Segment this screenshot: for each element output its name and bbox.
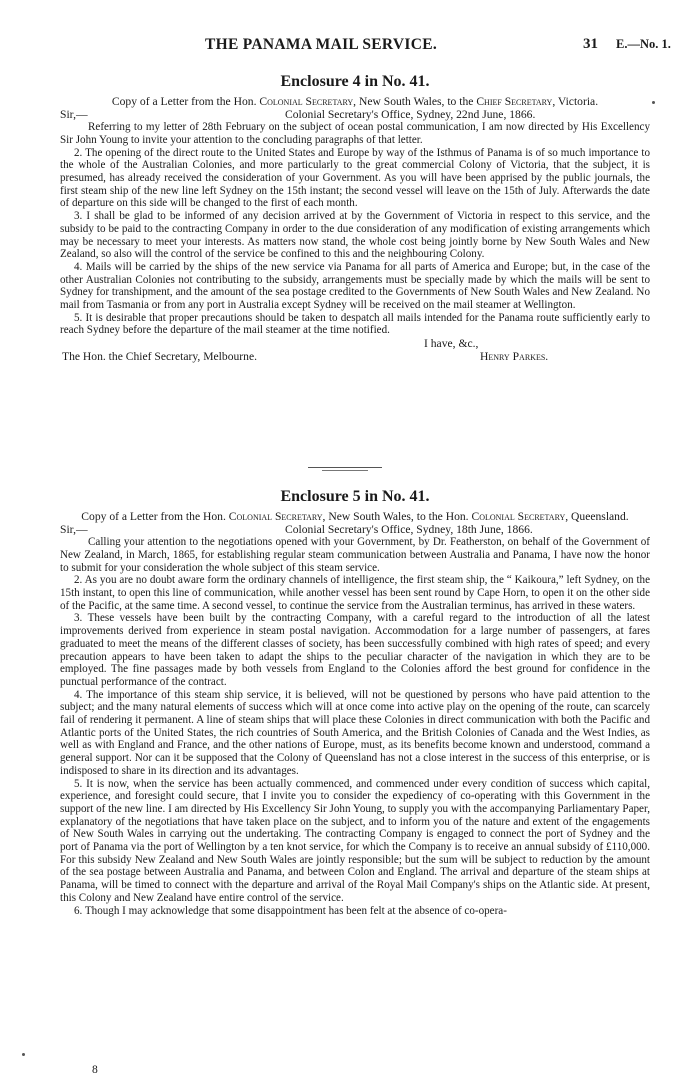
addressee: The Hon. the Chief Secretary, Melbourne. xyxy=(62,350,257,364)
enclosure-4-address-line xyxy=(60,108,650,121)
enclosure-4-paragraph: Referring to my letter of 28th February on the subject of ocean postal communication, I am now directed by His Excellency Sir John Young to invite your attention to the concluding paragraphs of that letter. xyxy=(60,121,650,146)
enclosure-5-paragraph: 5. It is now, when the service has been actually commenced, and commenced under every condition of success which capital, experience, and foresight could secure, that I invite you to consider the expediency of co-operating with this Government in the support of the new line. I am directed by His Excellency Sir John Young, to supply you with the accompanying Parliamentary Paper, explanatory of the negotiations that have taken place on the subject, and to inform you of the nature and extent of the engagements of New South Wales in carrying out the undertaking. The contracting Company is engaged to connect the port of Sydney and the port of Panama via the port of Wellington by a ten knot service, for which the Company is to receive an annual subsidy of £110,000. For this subsidy New Zealand and New South Wales are jointly responsible; but the sum will be subject to reduction by the amount of the sea postage between Australia and Panama, and between Colon and England. The arrival and departure of the steam ships at Panama, will be timed to connect with the departure and arrival of the Royal Mail Company's ships on the Atlantic side. At present, this Colony and New Zealand have entire control of the service. xyxy=(60,777,650,904)
running-header xyxy=(0,36,700,56)
place-date: Colonial Secretary's Office, Sydney, 22nd June, 1866. xyxy=(285,108,536,122)
enclosure-4-paragraph: 2. The opening of the direct route to the United States and Europe by way of the Isthmus of Panama is of so much importance to the whole of the Australian Colonies, and more particularly to the great commercial Colony of Victoria, that the subject, it is presumed, has already received the consideration of your Government. As you will have been apprised by the public journals, the first steam ship of the new line left Sydney on the 15th instant; the second vessel will leave on the 15th of July. Afterwards the date of departure on this side will be changed to the first of each month. xyxy=(60,146,650,210)
section-divider xyxy=(308,467,382,468)
enclosure-5-paragraph: 6. Though I may acknowledge that some disappointment has been felt at the absence of co-opera- xyxy=(74,904,507,917)
copy-line-to-title: Colonial Secretary xyxy=(471,510,566,523)
enclosure-4-heading: Enclosure 4 in No. 41. xyxy=(280,73,430,90)
enclosure-4-paragraph: 4. Mails will be carried by the ships of the new service via Panama for all parts of America and Europe; but, in the case of the other Australian Colonies not contributing to the subsidy, arrangements must be specially made by which the mails will be sent to Sydney for transhipment, and the amount of the sea postage credited to the Governments of New South Wales and New Zealand. No mail from Tasmania or from any port in Australia except Sydney will be received on the mail steamer at Wellington. xyxy=(60,260,650,312)
place-date: Colonial Secretary's Office, Sydney, 18th June, 1866. xyxy=(285,523,533,537)
addressee-line xyxy=(60,350,650,363)
enclosure-4-paragraph: 5. It is desirable that proper precautions should be taken to despatch all mails intended for the Panama route sufficiently early to reach Sydney before the departure of the mail steamer at the time notified. xyxy=(60,311,650,337)
signature: Henry Parkes. xyxy=(480,350,549,364)
enclosure-4-copy-line xyxy=(60,95,650,108)
document-reference: E.—No. 1. xyxy=(616,37,671,51)
enclosure-5-paragraph: 3. These vessels have been built by the contracting Company, with a careful regard to the introduction of all the latest improvements derived from experience in steam postal navigation. Accommodation for a large number of passengers, at fares graduated to meet the means of the different classes of society, has been successfully combined with high rates of speed; and every precaution appears to have been taken to adapt the ships to the peculiar character of the navigation in which they are to be employed. The fine passages made by both vessels from England to the Colonies afford the best ground for confidence in the punctual performance of the contract. xyxy=(60,612,650,688)
enclosure-5-paragraph: 4. The importance of this steam ship service, it is believed, will not be questioned by persons who have paid attention to the subject; and the many natural elements of success which will at once come into active play on the opening of the route, can scarcely fail of rendering it permanent. A line of steam ships that will place these Colonies in direct communication with both the Pacific and Atlantic ports of the United States, the rich countries of South America, and the British Colonies of Canada and the West Indies, as well as with England and France, and the other nations of Europe, must, as its benefits become known and understood, command a general support. Nor can it be supposed that the Colony of Queensland has not a close interest in the success of this enterprise, or is indisposed to share in its direction and its advantages. xyxy=(60,688,650,777)
copy-line-prefix: Copy of a Letter from the Hon. xyxy=(111,95,260,108)
copy-line-to-title: Chief Secretary xyxy=(476,95,553,108)
enclosure-5-section xyxy=(60,487,650,917)
enclosure-5-heading: Enclosure 5 in No. 41. xyxy=(280,488,430,505)
enclosure-5-address-line xyxy=(60,523,650,536)
enclosure-5-copy-line xyxy=(60,510,650,523)
salutation: Sir,— xyxy=(60,108,88,122)
copy-line-from-title: Colonial Secretary xyxy=(228,510,323,523)
copy-line-from-title: Colonial Secretary xyxy=(259,95,354,108)
enclosure-4-paragraph: 3. I shall be glad to be informed of any decision arrived at by the Government of Victoria in respect to this service, and the subsidy to be paid to the contracting Company in order to the due consideration of any modification of existing arrangements which may be necessary to meet your interests. As matters now stand, the whole cost being jointly borne by New South Wales and New Zealand, so also will the control of the service be confined to this and the neighbouring Colony. xyxy=(60,210,650,261)
copy-line-suffix: , Queensland. xyxy=(565,510,629,523)
page-header-title: THE PANAMA MAIL SERVICE. xyxy=(205,36,438,53)
signature-mark: 8 xyxy=(92,1063,98,1076)
margin-speck xyxy=(652,101,655,104)
copy-line-suffix: , Victoria. xyxy=(552,95,599,108)
salutation: Sir,— xyxy=(60,523,88,537)
closing: I have, &c., xyxy=(424,337,479,351)
copy-line-prefix: Copy of a Letter from the Hon. xyxy=(81,510,229,523)
enclosure-5-paragraph: 2. As you are no doubt aware form the ordinary channels of intelligence, the first steam ship, the “ Kaikoura,” left Sydney, on the 15th instant, to open this line of communication, while another vessel has been sent round by Cape Horn, to open it on the other side of the Pacific, at the same time. A second vessel, to continue the service from the Australian terminus, has arrived in these waters. xyxy=(60,574,650,612)
section-divider-short xyxy=(322,470,368,471)
copy-line-middle: , New South Wales, to the Hon. xyxy=(322,510,472,523)
copy-line-middle: , New South Wales, to the xyxy=(353,95,477,108)
enclosure-5-paragraph: Calling your attention to the negotiations opened with your Government, by Dr. Featherston, on behalf of the Government of New Zealand, in March, 1865, for establishing regular steam communication between Australia and Panama, I have now the honor to submit for your consideration the whole subject of this steam service. xyxy=(60,536,650,574)
closing-line xyxy=(60,337,650,350)
margin-speck xyxy=(22,1053,25,1056)
page-number: 31 xyxy=(583,36,598,52)
enclosure-4-section xyxy=(60,72,650,363)
